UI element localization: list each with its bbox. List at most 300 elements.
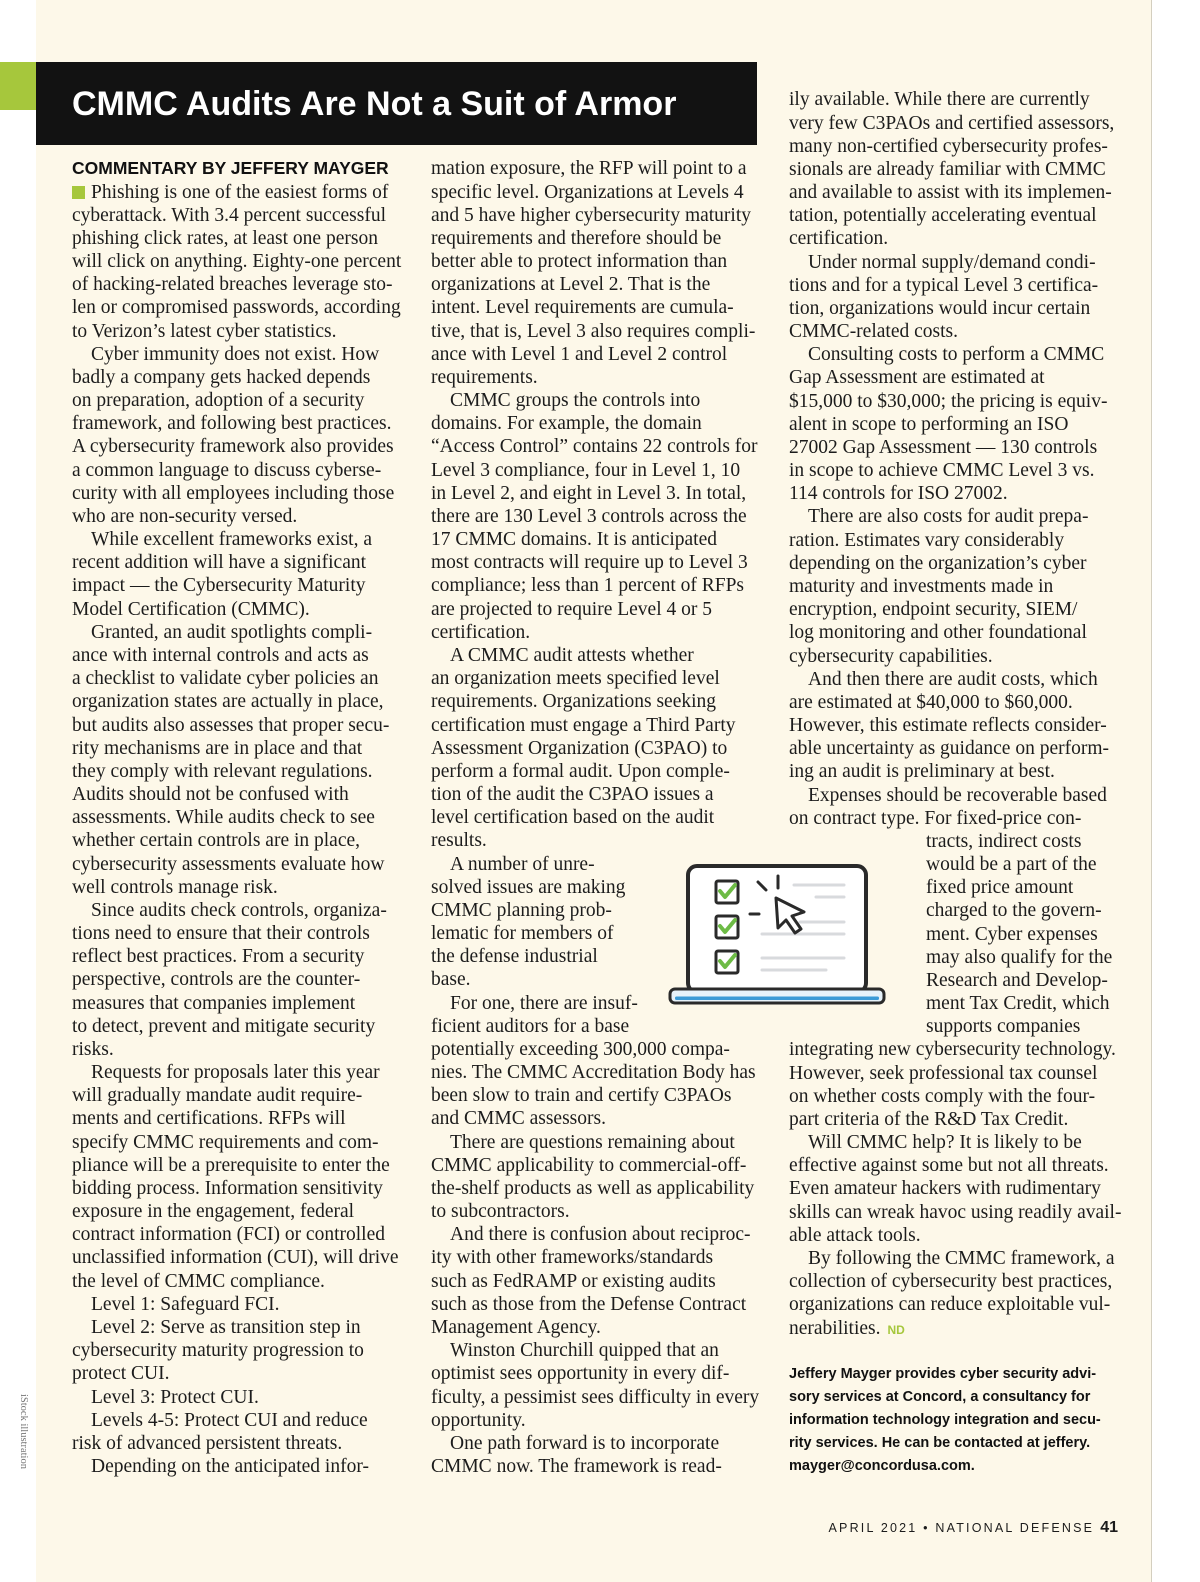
- line-text: And then there are audit costs, which: [808, 668, 1098, 690]
- text-line: [72, 528, 417, 551]
- line-text: log monitoring and other foundational: [789, 622, 1087, 644]
- text-line: [789, 413, 1134, 436]
- paragraph: [789, 251, 1134, 344]
- line-text: Granted, an audit spotlights compli-: [91, 621, 373, 643]
- line-text: Consulting costs to perform a CMMC: [808, 344, 1105, 366]
- text-line: [72, 621, 417, 644]
- text-line: [431, 1154, 776, 1177]
- text-line: [789, 1038, 1134, 1061]
- text-line: [72, 320, 417, 343]
- text-line: [72, 1223, 417, 1246]
- line-text: alent in scope to performing an ISO: [789, 413, 1069, 435]
- text-line: [431, 1339, 776, 1362]
- bio-line: rity services. He can be contacted at jeffery.: [789, 1435, 1091, 1452]
- text-line: [72, 992, 417, 1015]
- line-text: A number of unre-: [450, 853, 595, 875]
- line-text: However, this estimate reflects consider-: [789, 715, 1107, 737]
- paragraph: [72, 899, 417, 1061]
- text-line: [789, 691, 1134, 714]
- text-line: [431, 250, 776, 273]
- line-text: CMMC applicability to commercial-off-: [431, 1154, 747, 1176]
- text-line: [72, 1409, 417, 1432]
- text-line: [72, 922, 417, 945]
- text-line: [72, 204, 417, 227]
- line-text: and available to assist with its implemen-: [789, 182, 1112, 204]
- line-text: on whether costs comply with the four-: [789, 1085, 1096, 1107]
- text-line: [72, 250, 417, 273]
- text-line: [431, 1316, 776, 1339]
- line-text: requirements. Organizations seeking: [431, 691, 717, 713]
- line-text: requirements.: [431, 366, 538, 388]
- text-line: [789, 158, 1134, 181]
- paragraph: [72, 1386, 417, 1409]
- line-text: ance with Level 1 and Level 2 control: [431, 343, 728, 365]
- line-text: to detect, prevent and mitigate security: [72, 1015, 376, 1037]
- issue-line: APRIL 2021 • NATIONAL DEFENSE: [828, 1521, 1095, 1535]
- line-text: there are 130 Level 3 controls across the: [431, 505, 747, 527]
- line-text: perspective, controls are the counter-: [72, 969, 361, 991]
- line-text: skills can wreak havoc using readily avail-: [789, 1201, 1122, 1223]
- text-line: [72, 1084, 417, 1107]
- line-text: However, seek professional tax counsel: [789, 1062, 1098, 1084]
- line-text: collection of cybersecurity best practices,: [789, 1271, 1113, 1293]
- paragraph: [72, 1316, 417, 1386]
- text-line: [72, 1246, 417, 1269]
- text-line: [431, 181, 776, 204]
- text-line: [431, 760, 776, 783]
- line-text: Level 3 compliance, four in Level 1, 10: [431, 459, 741, 481]
- text-line: [431, 1131, 776, 1154]
- paragraph: [431, 1131, 776, 1224]
- square-bullet-icon: [72, 186, 85, 199]
- line-text: badly a company gets hacked depends: [72, 366, 371, 388]
- line-text: most contracts will require up to Level 3: [431, 552, 748, 574]
- text-line: [789, 784, 1134, 807]
- text-line: [72, 968, 417, 991]
- line-text: A cybersecurity framework also provides: [72, 436, 394, 458]
- text-line: [72, 1362, 417, 1385]
- bio-line: mayger@concordusa.com.: [789, 1458, 975, 1475]
- text-line: [72, 435, 417, 458]
- paragraph: [789, 343, 1134, 505]
- paragraph: [789, 1131, 1134, 1247]
- line-text: tions and for a typical Level 3 certifica-: [789, 274, 1099, 296]
- text-line: [431, 1293, 776, 1316]
- text-line: [72, 737, 417, 760]
- laptop-base: [670, 989, 884, 1003]
- line-text: Gap Assessment are estimated at: [789, 367, 1045, 389]
- text-line: [431, 1386, 776, 1409]
- text-line: [72, 343, 417, 366]
- text-line: [72, 574, 417, 597]
- page-footer: [829, 1519, 1119, 1537]
- line-text: to subcontractors.: [431, 1201, 570, 1223]
- line-text: protect CUI.: [72, 1363, 170, 1385]
- line-text: cyberattack. With 3.4 percent successful: [72, 204, 386, 226]
- line-text: Expenses should be recoverable based: [808, 784, 1107, 806]
- line-text: measures that companies implement: [72, 992, 356, 1014]
- text-line: [431, 1455, 776, 1478]
- paragraph: [72, 1293, 417, 1316]
- text-line: [789, 1015, 1134, 1038]
- line-text: ment. Cyber expenses: [926, 923, 1098, 945]
- line-text: ity with other frameworks/standards: [431, 1247, 714, 1269]
- text-line: [431, 551, 776, 574]
- line-text: many non-certified cybersecurity profes-: [789, 135, 1108, 157]
- laptop-checklist-icon: [664, 858, 890, 1010]
- text-line: [431, 204, 776, 227]
- text-line: [72, 760, 417, 783]
- line-text: specify CMMC requirements and com-: [72, 1131, 379, 1153]
- line-text: Requests for proposals later this year: [91, 1062, 380, 1084]
- text-line: [789, 112, 1134, 135]
- line-text: potentially exceeding 300,000 compa-: [431, 1038, 730, 1060]
- text-line: [72, 273, 417, 296]
- line-text: been slow to train and certify C3PAOs: [431, 1085, 732, 1107]
- line-text: opportunity.: [431, 1409, 526, 1431]
- line-text: 27002 Gap Assessment — 130 controls: [789, 436, 1098, 458]
- text-line: [72, 806, 417, 829]
- text-line: [72, 1339, 417, 1362]
- line-text: are projected to require Level 4 or 5: [431, 598, 712, 620]
- text-line: [72, 945, 417, 968]
- text-line: [789, 575, 1134, 598]
- text-line: [72, 1386, 417, 1409]
- line-text: $15,000 to $30,000; the pricing is equiv-: [789, 390, 1108, 412]
- line-text: sionals are already familiar with CMMC: [789, 158, 1106, 180]
- section-tab: [0, 62, 36, 110]
- line-text: effective against some but not all threats.: [789, 1155, 1109, 1177]
- text-line: [431, 783, 776, 806]
- text-line: [431, 621, 776, 644]
- text-line: [72, 1200, 417, 1223]
- text-line: [72, 482, 417, 505]
- line-text: CMMC groups the controls into: [450, 390, 701, 412]
- text-line: [789, 482, 1134, 505]
- text-line: [789, 343, 1134, 366]
- line-text: and CMMC assessors.: [431, 1108, 606, 1130]
- text-line: [431, 1409, 776, 1432]
- line-text: reflect best practices. From a security: [72, 946, 365, 968]
- line-text: A CMMC audit attests whether: [450, 645, 694, 666]
- text-line: [789, 1224, 1134, 1247]
- article-title: CMMC Audits Are Not a Suit of Armor: [72, 84, 677, 123]
- end-mark: ND: [887, 1322, 905, 1337]
- title-bar: [36, 62, 757, 145]
- line-text: in scope to achieve CMMC Level 3 vs.: [789, 460, 1095, 482]
- paragraph: [72, 1455, 417, 1478]
- line-text: organizations at Level 2. That is the: [431, 274, 711, 296]
- line-text: CMMC now. The framework is read-: [431, 1456, 722, 1478]
- line-text: tracts, indirect costs: [926, 830, 1082, 852]
- line-text: Will CMMC help? It is likely to be: [808, 1132, 1082, 1154]
- line-text: CMMC planning prob-: [431, 899, 612, 921]
- byline: COMMENTARY BY JEFFERY MAYGER: [72, 158, 389, 179]
- line-text: 17 CMMC domains. It is anticipated: [431, 529, 717, 551]
- text-line: [72, 829, 417, 852]
- paragraph: [72, 621, 417, 899]
- text-line: [72, 690, 417, 713]
- line-text: tive, that is, Level 3 also requires compli-: [431, 320, 756, 342]
- text-line: [789, 1177, 1134, 1200]
- line-text: len or compromised passwords, according: [72, 297, 401, 319]
- text-line: [789, 204, 1134, 227]
- text-line: [789, 1062, 1134, 1085]
- line-text: specific level. Organizations at Levels 4: [431, 181, 744, 203]
- text-line: [789, 737, 1134, 760]
- line-text: the level of CMMC compliance.: [72, 1270, 325, 1292]
- text-line: [72, 667, 417, 690]
- line-text: Levels 4-5: Protect CUI and reduce: [91, 1409, 368, 1431]
- text-line: [431, 412, 776, 435]
- line-text: Winston Churchill quipped that an: [450, 1340, 719, 1362]
- text-line: [431, 296, 776, 319]
- text-line: [789, 645, 1134, 668]
- column-2: [431, 157, 776, 1478]
- line-text: compliance; less than 1 percent of RFPs: [431, 575, 745, 597]
- line-text: Since audits check controls, organiza-: [91, 899, 387, 921]
- line-text: such as those from the Defense Contract: [431, 1293, 747, 1315]
- text-line: [72, 366, 417, 389]
- text-line: [431, 690, 776, 713]
- line-text: Under normal supply/demand condi-: [808, 251, 1096, 273]
- line-text: ing an audit is preliminary at best.: [789, 761, 1055, 783]
- text-line: [789, 621, 1134, 644]
- column-3: [789, 88, 1134, 1339]
- line-text: will click on anything. Eighty-one percent: [72, 251, 402, 273]
- text-line: [789, 714, 1134, 737]
- text-line: [431, 667, 776, 690]
- line-text: cybersecurity capabilities.: [789, 645, 993, 667]
- paragraph: [431, 644, 776, 853]
- line-text: but audits also assesses that proper secu-: [72, 714, 390, 736]
- paragraph: [431, 992, 776, 1131]
- text-line: [72, 644, 417, 667]
- line-text: charged to the govern-: [926, 900, 1102, 922]
- line-text: ments and certifications. RFPs will: [72, 1108, 346, 1130]
- line-text: Level 3: Protect CUI.: [91, 1386, 259, 1408]
- line-text: “Access Control” contains 22 controls for: [431, 436, 758, 458]
- text-line: [431, 1015, 776, 1038]
- bio-line: sory services at Concord, a consultancy for: [789, 1389, 1091, 1406]
- paragraph: [72, 1409, 417, 1455]
- line-text: solved issues are making: [431, 876, 626, 898]
- line-text: fixed price amount: [926, 877, 1074, 899]
- line-text: such as FedRAMP or existing audits: [431, 1270, 716, 1292]
- column-1: [72, 157, 417, 1478]
- line-text: able uncertainty as guidance on perform-: [789, 738, 1109, 760]
- paragraph: [72, 1061, 417, 1293]
- line-text: tation, potentially accelerating eventual: [789, 205, 1097, 227]
- text-line: [789, 552, 1134, 575]
- line-text: nies. The CMMC Accreditation Body has: [431, 1062, 756, 1084]
- paragraph: [431, 389, 776, 644]
- line-text: on preparation, adoption of a security: [72, 390, 365, 412]
- text-line: [72, 227, 417, 250]
- line-text: nerabilities.: [789, 1317, 881, 1339]
- line-text: may also qualify for the: [926, 946, 1113, 968]
- text-line: [431, 598, 776, 621]
- paragraph: [789, 88, 1134, 250]
- line-text: cybersecurity assessments evaluate how: [72, 853, 385, 875]
- line-text: supports companies: [926, 1016, 1081, 1038]
- text-line: [72, 876, 417, 899]
- line-text: whether certain controls are in place,: [72, 830, 361, 852]
- line-text: maturity and investments made in: [789, 576, 1054, 597]
- line-text: are estimated at $40,000 to $60,000.: [789, 691, 1073, 713]
- text-line: [72, 505, 417, 528]
- line-text: Level 2: Serve as transition step in: [91, 1316, 361, 1338]
- text-line: [431, 806, 776, 829]
- line-text: to Verizon’s latest cyber statistics.: [72, 320, 337, 342]
- text-line: [72, 1432, 417, 1455]
- line-text: the-shelf products as well as applicability: [431, 1177, 755, 1199]
- line-text: part criteria of the R&D Tax Credit.: [789, 1108, 1069, 1130]
- text-line: [72, 181, 417, 204]
- paragraph: [789, 1247, 1134, 1340]
- line-text: There are questions remaining about: [450, 1131, 735, 1153]
- line-text: cybersecurity maturity progression to: [72, 1340, 364, 1362]
- text-line: [72, 389, 417, 412]
- text-line: [431, 1362, 776, 1385]
- text-line: [431, 1061, 776, 1084]
- line-text: There are also costs for audit prepa-: [808, 506, 1089, 528]
- text-line: [72, 899, 417, 922]
- paragraph: [789, 505, 1134, 667]
- text-line: [789, 88, 1134, 111]
- text-line: [789, 668, 1134, 691]
- text-line: [431, 482, 776, 505]
- line-text: ficulty, a pessimist sees difficulty in every: [431, 1386, 760, 1408]
- line-text: ficient auditors for a base: [431, 1015, 630, 1037]
- text-line: [72, 1107, 417, 1130]
- text-line: [789, 1317, 1134, 1340]
- text-line: [789, 1131, 1134, 1154]
- paragraph: [431, 1339, 776, 1432]
- text-line: [72, 459, 417, 482]
- text-line: [431, 343, 776, 366]
- author-bio: [789, 1363, 1134, 1478]
- text-line: [72, 412, 417, 435]
- text-line: [72, 1293, 417, 1316]
- text-line: [431, 1084, 776, 1107]
- line-text: able attack tools.: [789, 1224, 921, 1246]
- text-line: [72, 1270, 417, 1293]
- line-text: risk of advanced persistent threats.: [72, 1432, 343, 1454]
- line-text: certification.: [789, 228, 889, 250]
- paragraph: [431, 1432, 776, 1478]
- text-line: [72, 1038, 417, 1061]
- bio-line: information technology integration and secu-: [789, 1412, 1101, 1429]
- text-line: [431, 1223, 776, 1246]
- line-text: an organization meets specified level: [431, 668, 720, 690]
- line-text: would be a part of the: [926, 854, 1097, 876]
- bio-line: Jeffery Mayger provides cyber security advi-: [789, 1366, 1097, 1383]
- paragraph: [72, 528, 417, 621]
- line-text: a checklist to validate cyber policies an: [72, 668, 379, 690]
- line-text: And there is confusion about reciproc-: [450, 1224, 751, 1246]
- line-text: well controls manage risk.: [72, 876, 278, 898]
- line-text: Phishing is one of the easiest forms of: [91, 181, 389, 203]
- text-line: [789, 1154, 1134, 1177]
- line-text: phishing click rates, at least one person: [72, 227, 378, 249]
- text-line: [431, 574, 776, 597]
- line-text: and 5 have higher cybersecurity maturity: [431, 204, 752, 226]
- line-text: certification must engage a Third Party: [431, 714, 736, 736]
- text-line: [72, 551, 417, 574]
- laptop-base-stripe: [675, 997, 879, 1001]
- text-line: [789, 297, 1134, 320]
- text-line: [789, 1201, 1134, 1224]
- line-text: unclassified information (CUI), will drive: [72, 1247, 399, 1269]
- photo-credit: iStock illustration: [18, 1394, 29, 1469]
- text-line: [72, 1061, 417, 1084]
- text-line: [789, 830, 1134, 853]
- text-line: [72, 1015, 417, 1038]
- text-line: [789, 251, 1134, 274]
- paragraph: [72, 343, 417, 528]
- line-text: Management Agency.: [431, 1316, 601, 1338]
- line-text: depending on the organization’s cyber: [789, 552, 1087, 574]
- line-text: domains. For example, the domain: [431, 413, 702, 435]
- text-line: [431, 1038, 776, 1061]
- line-text: the defense industrial: [431, 946, 598, 968]
- line-text: ily available. While there are currently: [789, 89, 1090, 111]
- line-text: Research and Develop-: [926, 969, 1108, 991]
- text-line: [72, 714, 417, 737]
- text-line: [789, 1270, 1134, 1293]
- line-text: bidding process. Information sensitivity: [72, 1177, 383, 1199]
- line-text: of hacking-related breaches leverage sto-: [72, 274, 393, 296]
- text-line: [431, 714, 776, 737]
- line-text: Audits should not be confused with: [72, 784, 349, 806]
- line-text: intent. Level requirements are cumula-: [431, 297, 734, 319]
- text-line: [789, 505, 1134, 528]
- line-text: on contract type. For fixed-price con-: [789, 807, 1082, 829]
- text-line: [789, 181, 1134, 204]
- line-text: recent addition will have a significant: [72, 552, 367, 574]
- text-line: [789, 1293, 1134, 1316]
- text-line: [431, 435, 776, 458]
- line-text: mation exposure, the RFP will point to a: [431, 158, 747, 180]
- line-text: rity mechanisms are in place and that: [72, 737, 363, 759]
- line-text: tion, organizations would incur certain: [789, 297, 1091, 319]
- text-line: [431, 1270, 776, 1293]
- text-line: [431, 273, 776, 296]
- line-text: One path forward is to incorporate: [450, 1432, 720, 1454]
- line-text: pliance will be a prerequisite to enter the: [72, 1154, 390, 1176]
- page-number: 41: [1100, 1519, 1118, 1536]
- line-text: perform a formal audit. Upon comple-: [431, 760, 730, 782]
- text-line: [431, 1107, 776, 1130]
- line-text: risks.: [72, 1038, 114, 1060]
- line-text: will gradually mandate audit require-: [72, 1085, 363, 1107]
- line-text: By following the CMMC framework, a: [808, 1247, 1115, 1269]
- line-text: organization states are actually in place,: [72, 691, 384, 713]
- line-text: For one, there are insuf-: [450, 992, 638, 1014]
- line-text: better able to protect information than: [431, 251, 728, 273]
- line-text: Assessment Organization (C3PAO) to: [431, 737, 728, 759]
- line-text: integrating new cybersecurity technology.: [789, 1039, 1116, 1061]
- line-text: very few C3PAOs and certified assessors,: [789, 112, 1115, 134]
- line-text: ration. Estimates vary considerably: [789, 529, 1065, 551]
- text-line: [431, 737, 776, 760]
- line-text: optimist sees opportunity in every dif-: [431, 1363, 730, 1385]
- line-text: While excellent frameworks exist, a: [91, 529, 373, 551]
- text-line: [789, 274, 1134, 297]
- text-line: [431, 505, 776, 528]
- text-line: [72, 1177, 417, 1200]
